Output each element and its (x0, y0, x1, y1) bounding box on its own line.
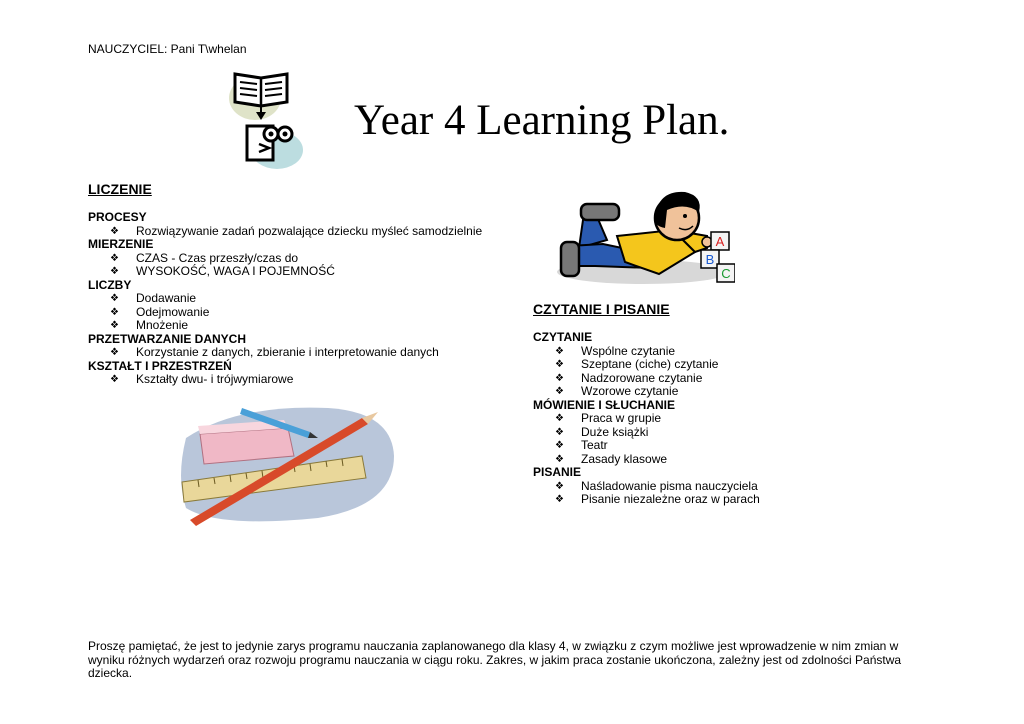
footer-note: Proszę pamiętać, że jest to jedynie zarys programu nauczania zaplanowanego dla klasy 4, w związku z czym możliwe jest wprowadzenie w nim zmian w wyniku różnych wydarzeń oraz rozwoju programu nauczania w ciągu roku. Zakres, w jakim praca zostanie ukończona, zależny jest od zdolności Państwa dziecka. (88, 639, 902, 680)
list-item: ❖ Kształty dwu- i trójwymiarowe (110, 372, 294, 386)
liczenie-section (88, 181, 528, 387)
list-item: ❖ Rozwiązywanie zadań pozwalające dziecku myśleć samodzielnie (110, 223, 483, 238)
list-item: ❖ Mnożenie (110, 318, 189, 332)
list-item: ❖ WYSOKOŚĆ, WAGA I POJEMNOŚĆ (110, 264, 335, 278)
diamond-bullet-icon: ❖ (110, 225, 119, 237)
diamond-bullet-icon: ❖ (555, 345, 564, 357)
list-item: ❖ Duże książki (555, 424, 649, 439)
category-czytanie: CZYTANIE (533, 330, 593, 344)
diamond-bullet-icon: ❖ (555, 413, 564, 424)
list-item: ❖ Wspólne czytanie (555, 343, 676, 358)
book-reader-clipart (225, 68, 307, 172)
diamond-bullet-icon: ❖ (110, 293, 119, 304)
diamond-bullet-icon: ❖ (555, 453, 564, 465)
list-item: ❖ Teatr (555, 438, 608, 452)
diamond-bullet-icon: ❖ (555, 386, 564, 397)
ruler-pencil-eraser-clipart (178, 398, 398, 526)
category-procesy: PROCESY (88, 210, 147, 224)
diamond-bullet-icon: ❖ (110, 374, 119, 385)
category-przetwarzanie: PRZETWARZANIE DANYCH (88, 331, 246, 346)
block-letter-a: A (715, 234, 725, 249)
diamond-bullet-icon: ❖ (555, 359, 564, 370)
list-item: ❖ CZAS - Czas przeszły/czas do (110, 250, 299, 265)
category-mierzenie: MIERZENIE (88, 237, 154, 251)
diamond-bullet-icon: ❖ (110, 252, 119, 264)
diamond-bullet-icon: ❖ (555, 372, 564, 384)
list-item: ❖ Pisanie niezależne oraz w parach (555, 492, 760, 506)
diamond-bullet-icon: ❖ (555, 426, 564, 438)
block-letter-b: B (705, 252, 715, 267)
diamond-bullet-icon: ❖ (110, 266, 119, 277)
diamond-bullet-icon: ❖ (555, 480, 564, 492)
list-item: ❖ Korzystanie z danych, zbieranie i interpretowanie danych (110, 345, 439, 359)
block-letter-c: C (721, 266, 731, 281)
diamond-bullet-icon: ❖ (555, 440, 564, 451)
list-item: ❖ Praca w grupie (555, 411, 662, 425)
category-mowienie: MÓWIENIE I SŁUCHANIE (533, 397, 676, 412)
list-item: ❖ Wzorowe czytanie (555, 384, 679, 398)
czytanie-heading: CZYTANIE I PISANIE (533, 301, 670, 317)
list-item: ❖ Szeptane (ciche) czytanie (555, 357, 719, 371)
list-item: ❖ Zasady klasowe (555, 451, 668, 466)
category-ksztalt: KSZTAŁT I PRZESTRZEŃ (88, 358, 232, 373)
diamond-bullet-icon: ❖ (555, 494, 564, 505)
liczenie-heading: LICZENIE (88, 181, 152, 197)
diamond-bullet-icon: ❖ (110, 320, 119, 331)
diamond-bullet-icon: ❖ (110, 306, 119, 318)
page-title: Year 4 Learning Plan. (354, 97, 730, 144)
category-liczby: LICZBY (88, 277, 132, 292)
list-item: ❖ Nadzorowane czytanie (555, 370, 703, 385)
teacher-name: NAUCZYCIEL: Pani T\whelan (88, 42, 247, 56)
list-item: ❖ Dodawanie (110, 291, 197, 305)
child-with-blocks-clipart (555, 188, 735, 286)
diamond-bullet-icon: ❖ (110, 347, 119, 358)
category-pisanie: PISANIE (533, 465, 582, 479)
list-item: ❖ Odejmowanie (110, 304, 210, 319)
list-item: ❖ Naśladowanie pisma nauczyciela (555, 478, 758, 493)
czytanie-section (533, 301, 973, 507)
